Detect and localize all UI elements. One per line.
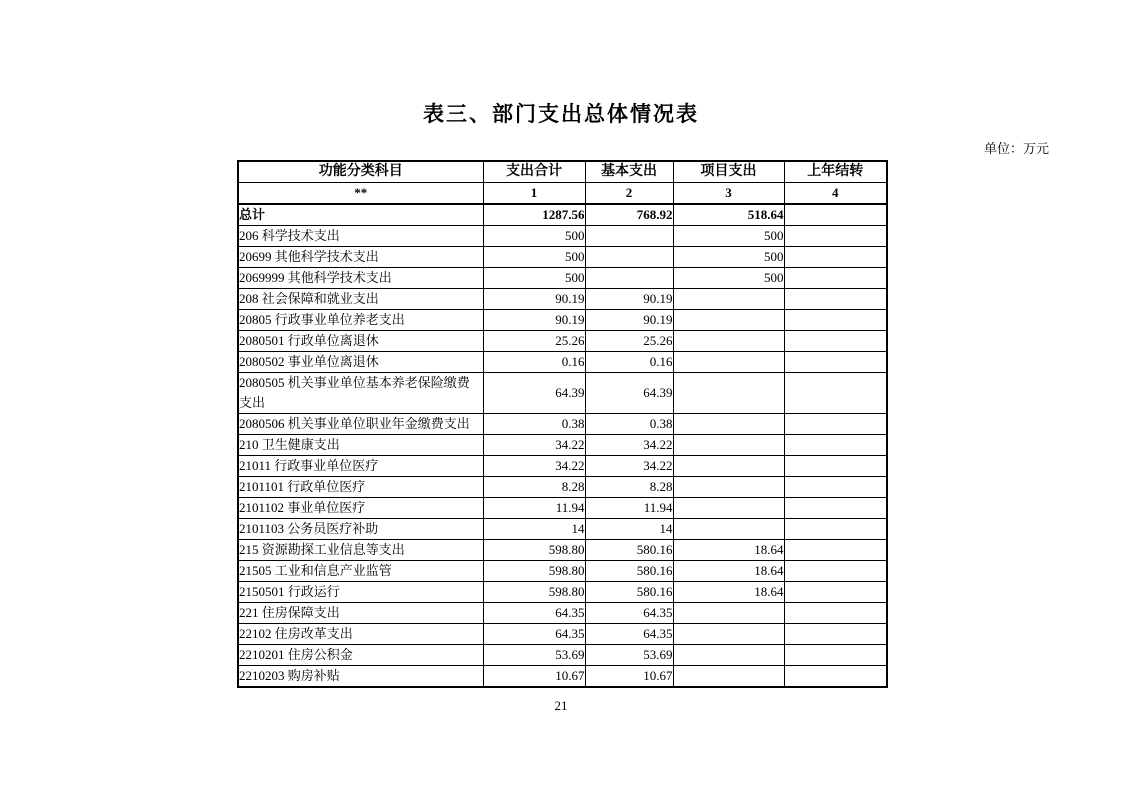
row-project [673,373,784,414]
row-total: 500 [483,247,585,268]
row-basic: 34.22 [585,456,673,477]
row-subject: 2101101 行政单位医疗 [238,477,483,498]
row-basic: 10.67 [585,666,673,688]
row-project [673,645,784,666]
row-carryover [784,519,887,540]
row-project: 18.64 [673,540,784,561]
row-carryover [784,204,887,226]
row-basic: 64.35 [585,603,673,624]
row-total: 8.28 [483,477,585,498]
row-carryover [784,582,887,603]
row-total: 598.80 [483,582,585,603]
code-subject: ** [238,183,483,205]
row-carryover [784,289,887,310]
col-header-project: 项目支出 [673,161,784,183]
row-total: 90.19 [483,289,585,310]
row-total: 14 [483,519,585,540]
row-total: 90.19 [483,310,585,331]
table-row [238,498,887,519]
row-project [673,477,784,498]
row-project [673,519,784,540]
row-project [673,435,784,456]
table-row [238,456,887,477]
row-basic: 8.28 [585,477,673,498]
row-project [673,310,784,331]
row-total: 53.69 [483,645,585,666]
table-row [238,373,887,414]
row-total: 500 [483,226,585,247]
row-subject: 20699 其他科学技术支出 [238,247,483,268]
row-project [673,624,784,645]
row-subject: 20805 行政事业单位养老支出 [238,310,483,331]
table-row [238,624,887,645]
row-subject: 2080502 事业单位离退休 [238,352,483,373]
code-total: 1 [483,183,585,205]
row-basic: 0.16 [585,352,673,373]
row-total: 598.80 [483,540,585,561]
row-carryover [784,247,887,268]
row-carryover [784,666,887,688]
row-basic [585,226,673,247]
table-code-row [238,183,887,205]
code-carryover: 4 [784,183,887,205]
row-total: 0.16 [483,352,585,373]
row-basic [585,268,673,289]
row-subject: 210 卫生健康支出 [238,435,483,456]
row-subject: 21011 行政事业单位医疗 [238,456,483,477]
row-total: 34.22 [483,456,585,477]
row-carryover [784,435,887,456]
col-header-subject: 功能分类科目 [238,161,483,183]
table-body [238,204,887,687]
row-subject: 206 科学技术支出 [238,226,483,247]
table-row [238,540,887,561]
row-total: 25.26 [483,331,585,352]
row-carryover [784,331,887,352]
row-carryover [784,477,887,498]
table-head [238,161,887,204]
row-subject: 21505 工业和信息产业监管 [238,561,483,582]
row-total: 0.38 [483,414,585,435]
expenditure-table [237,160,888,688]
row-subject: 2150501 行政运行 [238,582,483,603]
row-basic: 34.22 [585,435,673,456]
row-carryover [784,561,887,582]
row-subject: 2080505 机关事业单位基本养老保险缴费支出 [238,373,483,414]
row-subject: 2080501 行政单位离退休 [238,331,483,352]
table-row [238,204,887,226]
row-basic: 580.16 [585,582,673,603]
table-row [238,414,887,435]
table-row [238,519,887,540]
row-basic: 768.92 [585,204,673,226]
row-basic: 11.94 [585,498,673,519]
row-subject: 208 社会保障和就业支出 [238,289,483,310]
table-row [238,247,887,268]
row-subject: 总计 [238,204,483,226]
row-carryover [784,624,887,645]
table-header-row [238,161,887,183]
row-project: 500 [673,226,784,247]
table-row [238,352,887,373]
row-subject: 2210203 购房补贴 [238,666,483,688]
row-subject: 2101102 事业单位医疗 [238,498,483,519]
row-subject: 22102 住房改革支出 [238,624,483,645]
table-row [238,268,887,289]
table-row [238,603,887,624]
row-carryover [784,603,887,624]
row-project: 18.64 [673,582,784,603]
row-carryover [784,310,887,331]
row-total: 64.35 [483,624,585,645]
row-project: 518.64 [673,204,784,226]
row-basic: 25.26 [585,331,673,352]
code-basic: 2 [585,183,673,205]
row-total: 64.35 [483,603,585,624]
row-project: 500 [673,247,784,268]
row-basic: 53.69 [585,645,673,666]
code-project: 3 [673,183,784,205]
row-subject: 2069999 其他科学技术支出 [238,268,483,289]
row-subject: 2101103 公务员医疗补助 [238,519,483,540]
row-carryover [784,540,887,561]
row-subject: 2080506 机关事业单位职业年金缴费支出 [238,414,483,435]
col-header-basic: 基本支出 [585,161,673,183]
table-row [238,645,887,666]
row-total: 10.67 [483,666,585,688]
col-header-total: 支出合计 [483,161,585,183]
row-carryover [784,352,887,373]
row-project [673,498,784,519]
row-basic [585,247,673,268]
page-title: 表三、部门支出总体情况表 [423,102,699,126]
row-carryover [784,414,887,435]
row-subject: 2210201 住房公积金 [238,645,483,666]
row-carryover [784,373,887,414]
row-project: 500 [673,268,784,289]
row-project: 18.64 [673,561,784,582]
row-basic: 90.19 [585,289,673,310]
col-header-carryover: 上年结转 [784,161,887,183]
row-subject: 215 资源勘探工业信息等支出 [238,540,483,561]
row-project [673,666,784,688]
row-carryover [784,498,887,519]
row-total: 11.94 [483,498,585,519]
row-basic: 64.35 [585,624,673,645]
row-carryover [784,645,887,666]
row-basic: 14 [585,519,673,540]
table-row [238,666,887,688]
row-project [673,603,784,624]
row-basic: 64.39 [585,373,673,414]
table-row [238,226,887,247]
row-basic: 580.16 [585,540,673,561]
row-carryover [784,268,887,289]
row-carryover [784,456,887,477]
row-carryover [784,226,887,247]
row-basic: 90.19 [585,310,673,331]
row-total: 598.80 [483,561,585,582]
unit-label: 单位：万元 [984,141,1050,156]
row-total: 64.39 [483,373,585,414]
table-row [238,561,887,582]
row-project [673,289,784,310]
page-number: 21 [554,698,568,713]
table-row [238,435,887,456]
table-row [238,582,887,603]
row-total: 1287.56 [483,204,585,226]
row-project [673,331,784,352]
table-row [238,477,887,498]
row-total: 34.22 [483,435,585,456]
row-basic: 0.38 [585,414,673,435]
table-row [238,331,887,352]
row-basic: 580.16 [585,561,673,582]
row-total: 500 [483,268,585,289]
row-project [673,414,784,435]
table-row [238,289,887,310]
row-subject: 221 住房保障支出 [238,603,483,624]
row-project [673,456,784,477]
row-project [673,352,784,373]
table-row [238,310,887,331]
